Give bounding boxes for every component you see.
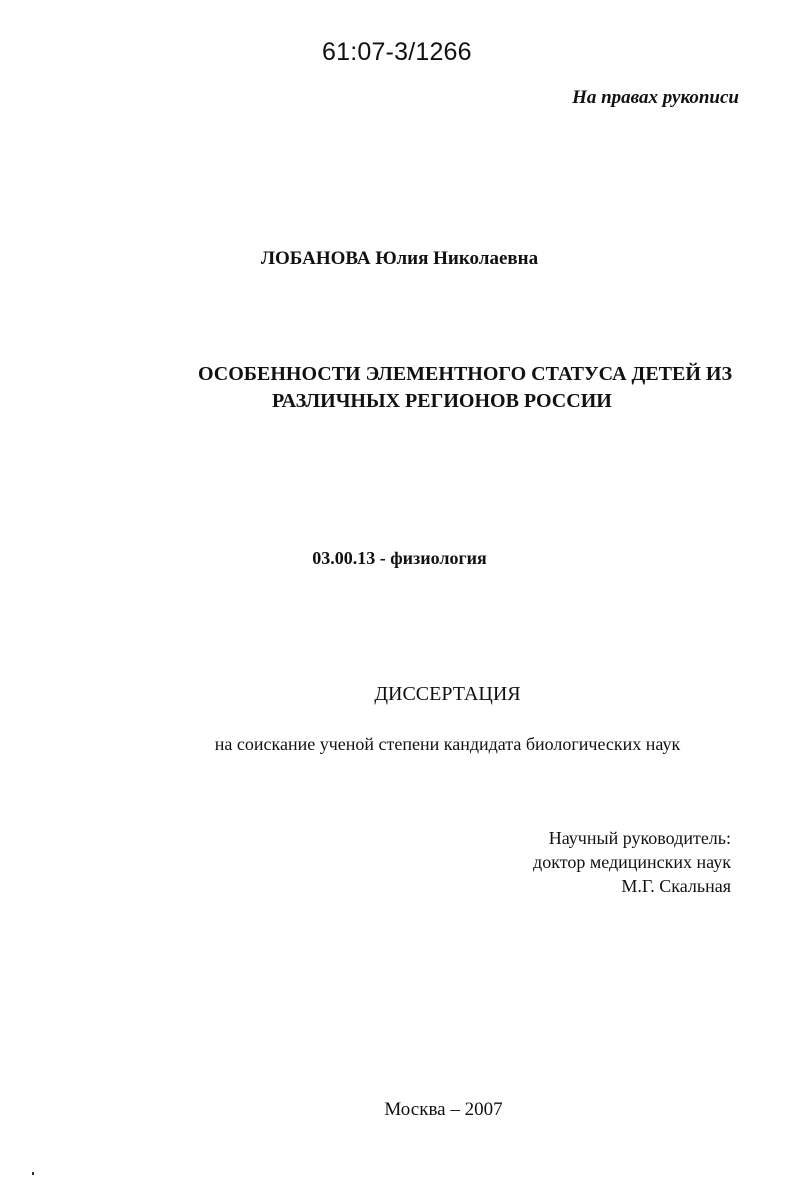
supervisor-label: Научный руководитель: <box>548 828 731 848</box>
scan-speck <box>32 1172 34 1175</box>
dissertation-title <box>198 361 732 415</box>
title-line-1: ОСОБЕННОСТИ ЭЛЕМЕНТНОГО СТАТУСА ДЕТЕЙ ИЗ <box>198 363 733 385</box>
degree-statement: на соискание ученой степени кандидата биологических наук <box>214 734 681 754</box>
supervisor-degree: доктор медицинских наук <box>533 852 731 872</box>
document-type: ДИССЕРТАЦИЯ <box>374 683 521 705</box>
title-line-2: РАЗЛИЧНЫХ РЕГИОНОВ РОССИИ <box>272 390 612 412</box>
supervisor-block <box>533 826 731 898</box>
supervisor-name: М.Г. Скальная <box>621 876 731 896</box>
manuscript-note: На правах рукописи <box>572 87 739 108</box>
city-year: Москва – 2007 <box>384 1099 503 1120</box>
specialty-code: 03.00.13 - физиология <box>312 548 487 568</box>
catalog-code: 61:07-3/1266 <box>322 38 472 66</box>
author-name: ЛОБАНОВА Юлия Николаевна <box>260 248 539 269</box>
